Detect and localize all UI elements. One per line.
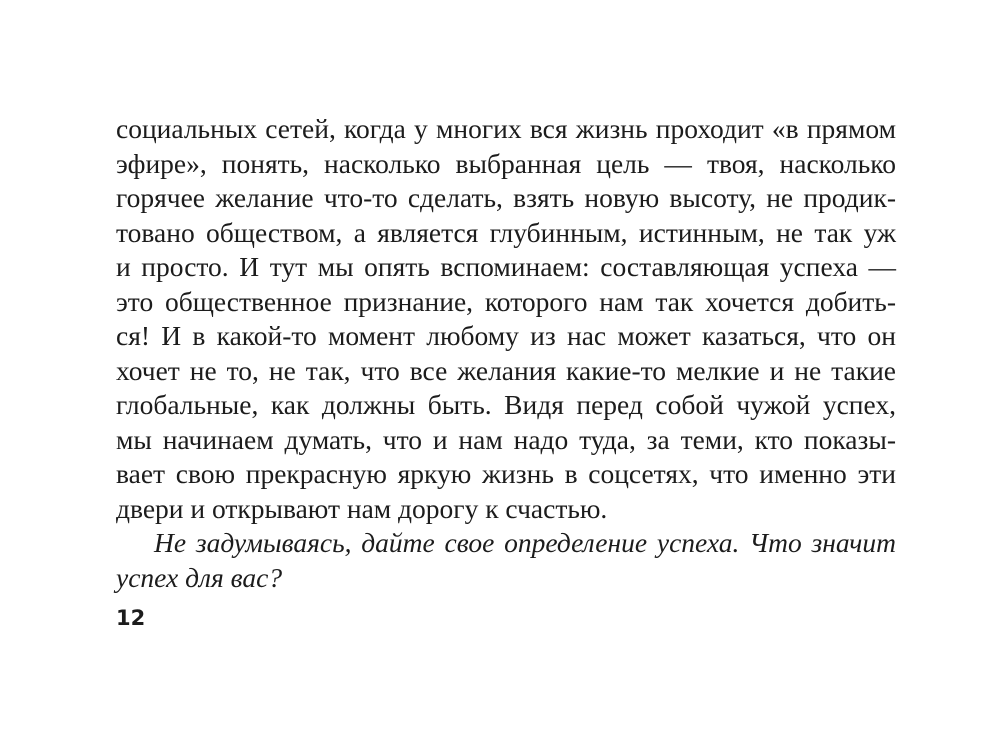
question-line: Не задумываясь, дайте свое определение успеха. Что значит [154, 527, 896, 558]
body-line: глобальные, как должны быть. Видя перед собой чужой успех, [116, 389, 896, 420]
body-line: это общественное признание, которого нам так хочется добить- [116, 285, 896, 317]
body-line: вает свою прекрасную яркую жизнь в соцсетях, что именно эти [116, 458, 896, 489]
body-line: горячее желание что-то сделать, взять новую высоту, не продик- [116, 182, 896, 213]
page-number: 12 [116, 606, 146, 630]
question-line: успех для вас? [116, 561, 283, 593]
body-line: эфире», понять, насколько выбранная цель — твоя, насколько [116, 147, 896, 179]
body-line: социальных сетей, когда у многих вся жизнь проходит «в прямом [116, 113, 896, 144]
body-text [116, 112, 896, 595]
body-line: мы начинаем думать, что и нам надо туда, за теми, кто показы- [116, 423, 896, 455]
body-line: хочет не то, не так, что все желания какие-то мелкие и не такие [116, 354, 896, 386]
body-line: товано обществом, а является глубинным, истинным, не так уж [116, 216, 896, 248]
body-line: и просто. И тут мы опять вспоминаем: составляющая успеха — [116, 251, 896, 282]
body-line: ся! И в какой-то момент любому из нас может казаться, что он [116, 320, 896, 351]
body-line: двери и открывают нам дорогу к счастью. [116, 492, 608, 524]
